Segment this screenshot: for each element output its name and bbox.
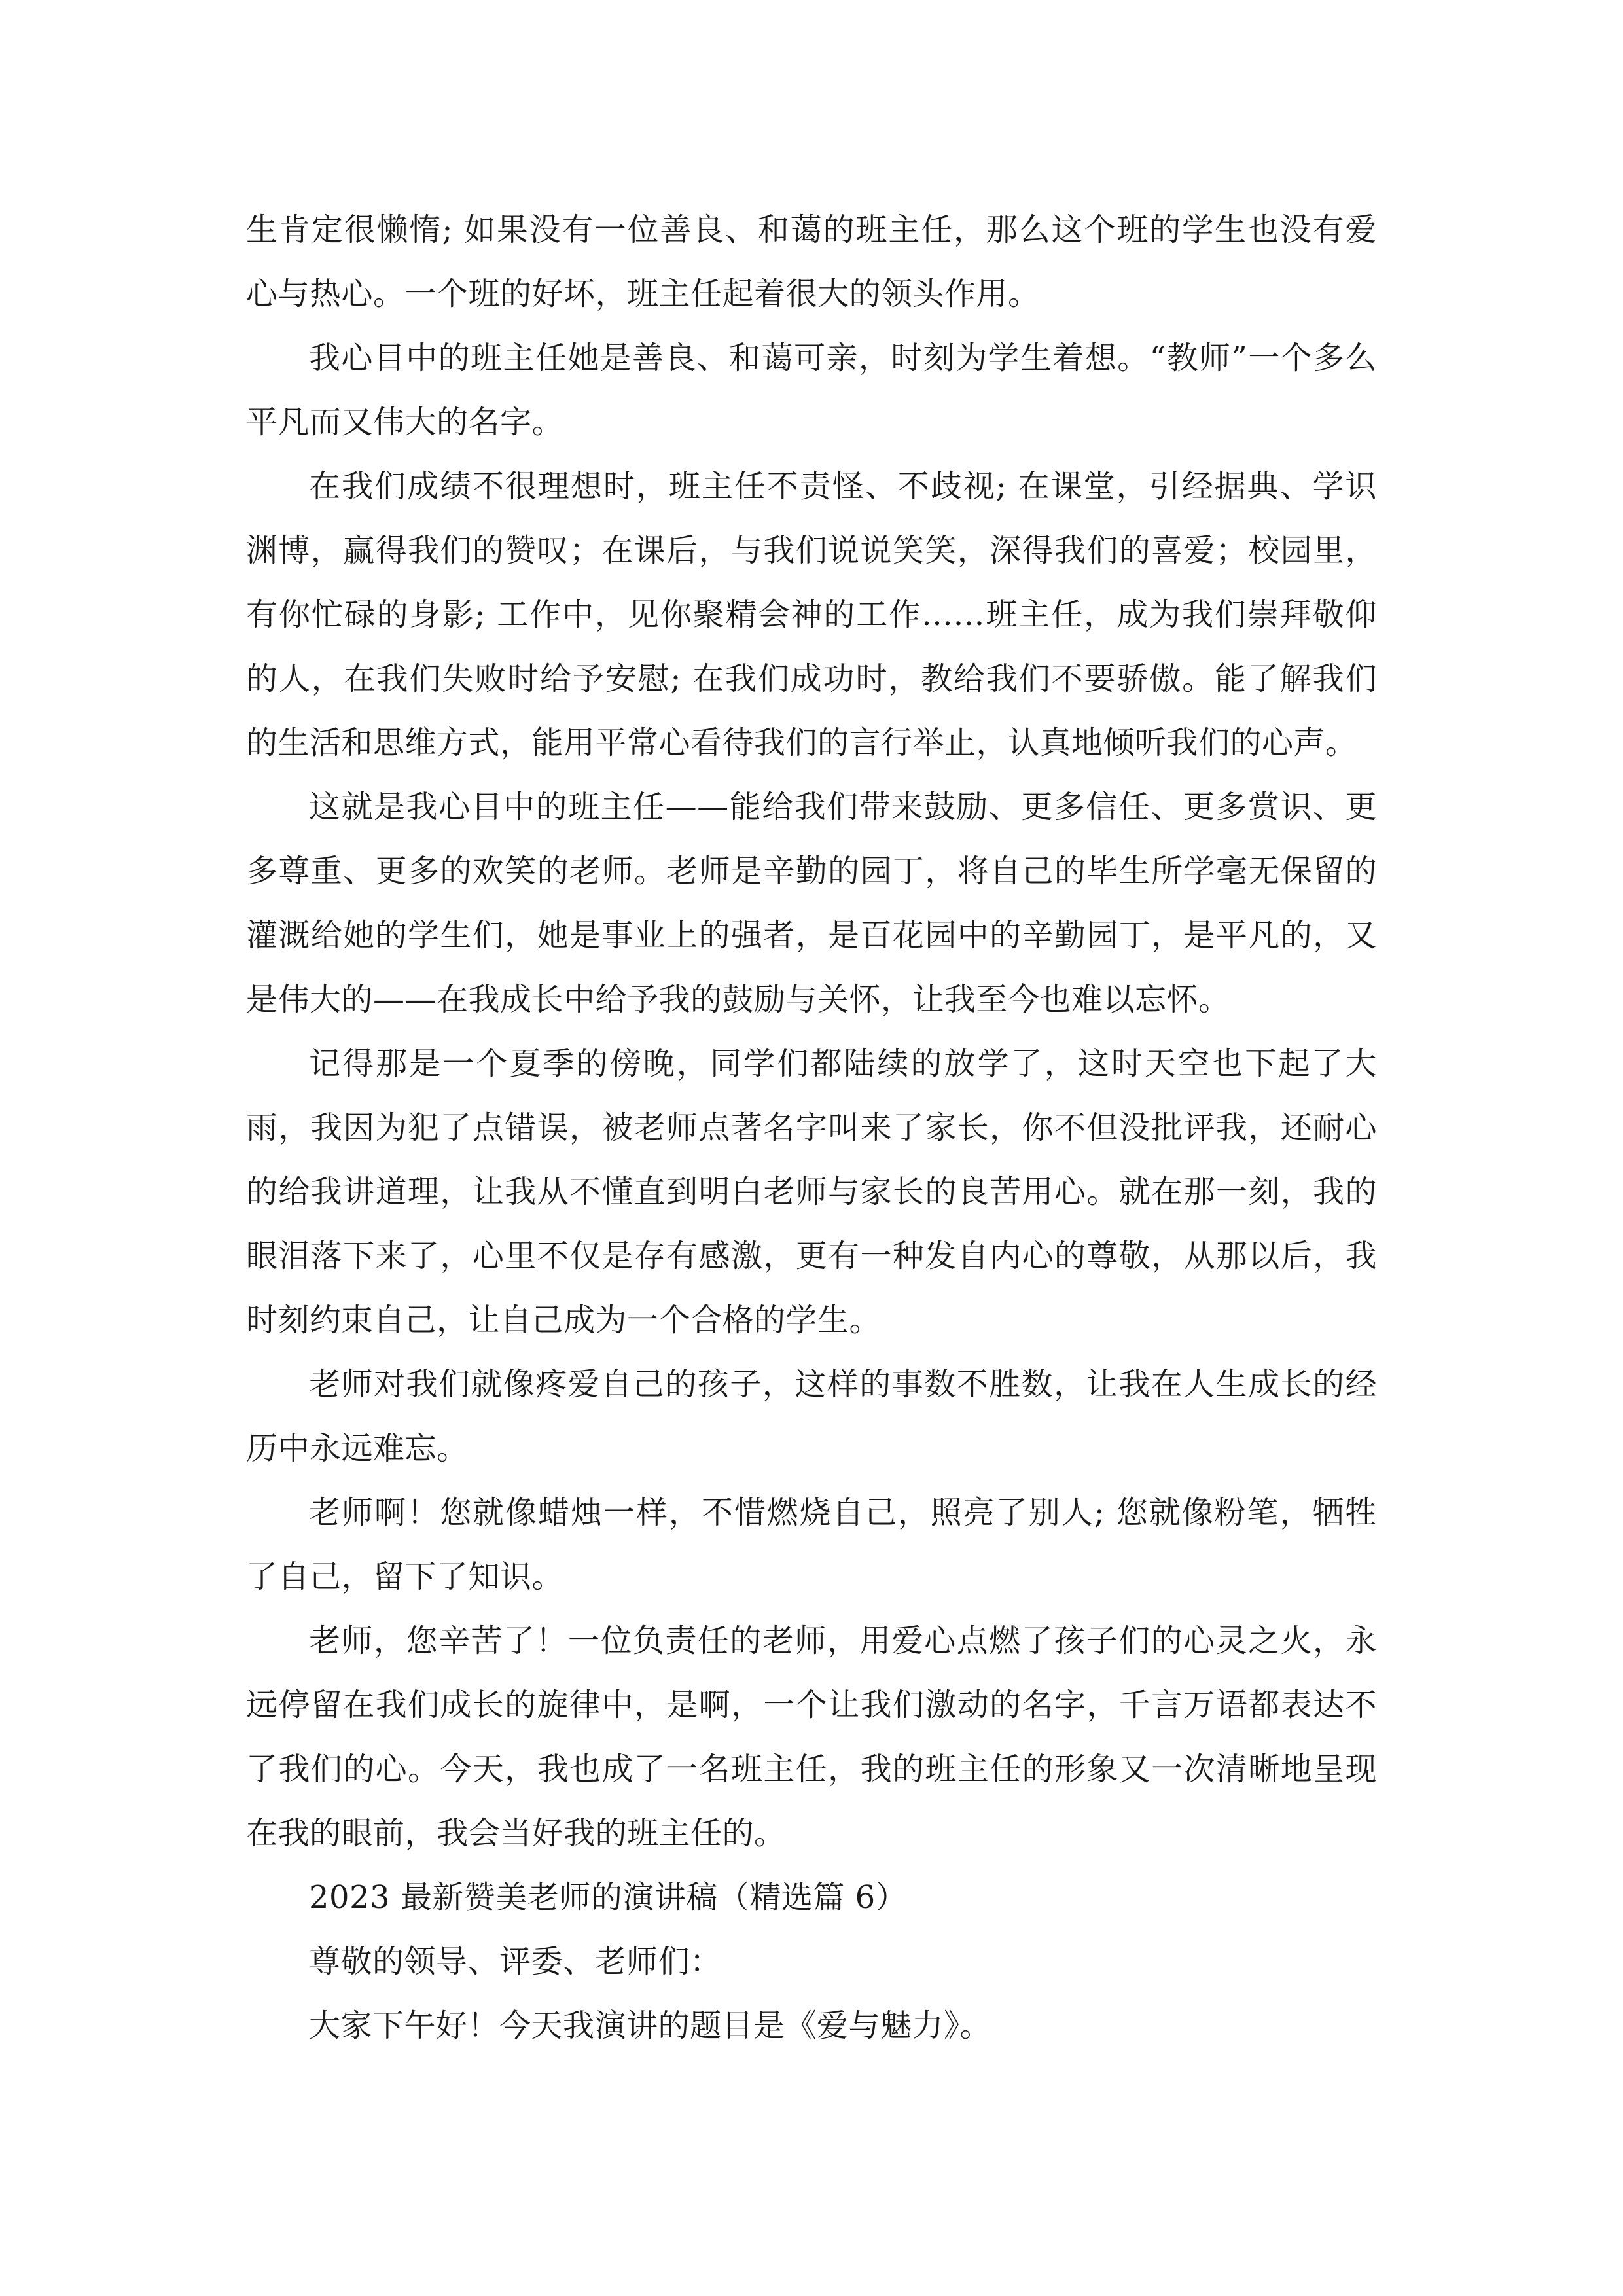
salutation: 尊敬的领导、评委、老师们： (309, 1943, 722, 1980)
paragraph-continuation: 生肯定很懒惰; 如果没有一位善良、和蔼的班主任，那么这个班的学生也没有爱心与热心。一个班的好坏，班主任起着很大的领头作用。 (246, 211, 1377, 312)
opening-line: 大家下午好！今天我演讲的题目是《爱与魅力》。 (309, 2007, 992, 2044)
paragraph: 老师对我们就像疼爱自己的孩子，这样的事数不胜数，让我在人生成长的经历中永远难忘。 (246, 1366, 1377, 1467)
paragraph: 在我们成绩不很理想时，班主任不责怪、不歧视; 在课堂，引经据典、学识渊博，赢得我们的赞叹；在课后，与我们说说笑笑，深得我们的喜爱；校园里，有你忙碌的身影; 工作中，见你聚精会神的工作……班主任，成为我们崇拜敬仰的人，在我们失败时给予安慰; 在我们成功时，教给我们不要骄傲。能了解我们的生活和思维方式，能用平常心看待我们的言行举止，认真地倾听我们的心声。 (246, 468, 1377, 761)
section-heading: 2023 最新赞美老师的演讲稿（精选篇 6） (309, 1879, 908, 1916)
paragraph: 这就是我心目中的班主任——能给我们带来鼓励、更多信任、更多赏识、更多尊重、更多的欢笑的老师。老师是辛勤的园丁，将自己的毕生所学毫无保留的灌溉给她的学生们，她是事业上的强者，是百花园中的辛勤园丁，是平凡的，又是伟大的——在我成长中给予我的鼓励与关怀，让我至今也难以忘怀。 (246, 789, 1377, 1018)
paragraph: 记得那是一个夏季的傍晚，同学们都陆续的放学了，这时天空也下起了大雨，我因为犯了点错误，被老师点著名字叫来了家长，你不但没批评我，还耐心的给我讲道理，让我从不懂直到明白老师与家长的良苦用心。就在那一刻，我的眼泪落下来了，心里不仅是存有感激，更有一种发自内心的尊敬，从那以后，我时刻约束自己，让自己成为一个合格的学生。 (246, 1045, 1377, 1338)
paragraph: 我心目中的班主任她是善良、和蔼可亲，时刻为学生着想。“教师”一个多么平凡而又伟大的名字。 (246, 340, 1377, 440)
paragraph: 老师啊！您就像蜡烛一样，不惜燃烧自己，照亮了别人; 您就像粉笔，牺牲了自己，留下了知识。 (246, 1494, 1377, 1595)
document-body (246, 198, 1377, 2058)
paragraph: 老师，您辛苦了！一位负责任的老师，用爱心点燃了孩子们的心灵之火，永远停留在我们成长的旋律中，是啊，一个让我们激动的名字，千言万语都表达不了我们的心。今天，我也成了一名班主任，我的班主任的形象又一次清晰地呈现在我的眼前，我会当好我的班主任的。 (246, 1623, 1377, 1852)
